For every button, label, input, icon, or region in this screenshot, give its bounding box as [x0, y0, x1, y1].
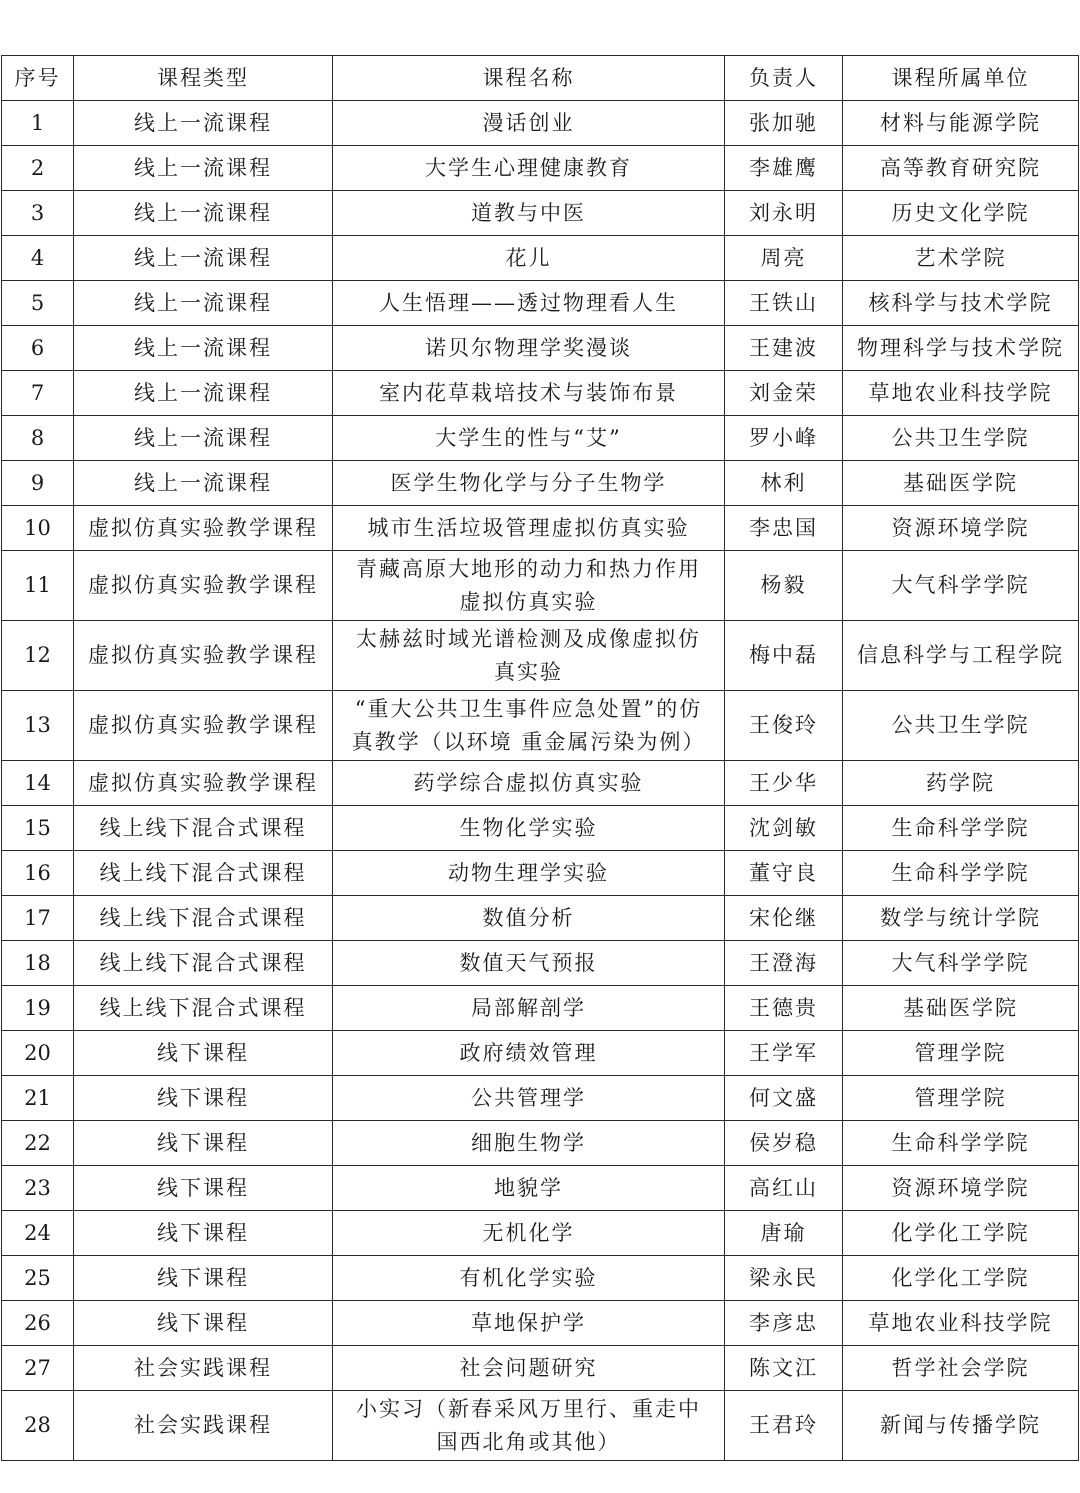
- cell-department: 资源环境学院: [843, 1166, 1079, 1211]
- cell-department: 化学化工学院: [843, 1211, 1079, 1256]
- table-row: [2, 1211, 1079, 1256]
- cell-department: 生命科学学院: [843, 1121, 1079, 1166]
- table-row: [2, 1256, 1079, 1301]
- cell-department: 药学院: [843, 761, 1079, 806]
- cell-index: 8: [2, 416, 74, 461]
- table-row: [2, 1166, 1079, 1211]
- cell-course-name: 道教与中医: [333, 191, 725, 236]
- cell-index: 5: [2, 281, 74, 326]
- cell-instructor: 唐瑜: [725, 1211, 843, 1256]
- cell-index: 4: [2, 236, 74, 281]
- cell-instructor: 李彦忠: [725, 1301, 843, 1346]
- table-row: [2, 1346, 1079, 1391]
- cell-index: 20: [2, 1031, 74, 1076]
- cell-instructor: 何文盛: [725, 1076, 843, 1121]
- cell-course-name: 地貌学: [333, 1166, 725, 1211]
- cell-index: 22: [2, 1121, 74, 1166]
- table-row: [2, 236, 1079, 281]
- cell-instructor: 李忠国: [725, 506, 843, 551]
- cell-index: 14: [2, 761, 74, 806]
- cell-department: 核科学与技术学院: [843, 281, 1079, 326]
- table-row: [2, 1031, 1079, 1076]
- cell-instructor: 李雄鹰: [725, 146, 843, 191]
- cell-course-type: 线上一流课程: [74, 461, 333, 506]
- cell-department: 哲学社会学院: [843, 1346, 1079, 1391]
- cell-department: 材料与能源学院: [843, 101, 1079, 146]
- cell-course-name: 细胞生物学: [333, 1121, 725, 1166]
- cell-index: 6: [2, 326, 74, 371]
- cell-index: 25: [2, 1256, 74, 1301]
- cell-instructor: 林利: [725, 461, 843, 506]
- cell-instructor: 董守良: [725, 851, 843, 896]
- table-row: [2, 1301, 1079, 1346]
- cell-course-name: 数值分析: [333, 896, 725, 941]
- cell-index: 10: [2, 506, 74, 551]
- cell-course-name: 花儿: [333, 236, 725, 281]
- cell-index: 19: [2, 986, 74, 1031]
- cell-index: 1: [2, 101, 74, 146]
- cell-index: 23: [2, 1166, 74, 1211]
- table-row: [2, 851, 1079, 896]
- cell-index: 2: [2, 146, 74, 191]
- header-index: 序号: [2, 56, 74, 101]
- cell-instructor: 王铁山: [725, 281, 843, 326]
- cell-course-type: 线下课程: [74, 1211, 333, 1256]
- table-row: [2, 1076, 1079, 1121]
- cell-course-name: 无机化学: [333, 1211, 725, 1256]
- cell-course-type: 线下课程: [74, 1166, 333, 1211]
- cell-department: 大气科学学院: [843, 551, 1079, 621]
- cell-department: 资源环境学院: [843, 506, 1079, 551]
- cell-index: 28: [2, 1391, 74, 1461]
- cell-course-name: 人生悟理——透过物理看人生: [333, 281, 725, 326]
- cell-department: 物理科学与技术学院: [843, 326, 1079, 371]
- cell-course-type: 线上线下混合式课程: [74, 896, 333, 941]
- cell-instructor: 张加驰: [725, 101, 843, 146]
- cell-course-name: 大学生心理健康教育: [333, 146, 725, 191]
- cell-instructor: 王俊玲: [725, 691, 843, 761]
- header-course-type: 课程类型: [74, 56, 333, 101]
- table-row: [2, 761, 1079, 806]
- cell-course-type: 线下课程: [74, 1121, 333, 1166]
- header-row: [2, 56, 1079, 101]
- cell-department: 大气科学学院: [843, 941, 1079, 986]
- cell-department: 草地农业科技学院: [843, 371, 1079, 416]
- cell-course-name: 数值天气预报: [333, 941, 725, 986]
- table-row: [2, 1391, 1079, 1461]
- cell-index: 12: [2, 621, 74, 691]
- cell-course-name: 医学生物化学与分子生物学: [333, 461, 725, 506]
- table-row: [2, 691, 1079, 761]
- cell-index: 24: [2, 1211, 74, 1256]
- header-instructor: 负责人: [725, 56, 843, 101]
- cell-course-name: 大学生的性与“艾”: [333, 416, 725, 461]
- cell-index: 13: [2, 691, 74, 761]
- cell-course-type: 线上线下混合式课程: [74, 806, 333, 851]
- cell-course-type: 线上一流课程: [74, 146, 333, 191]
- table-row: [2, 191, 1079, 236]
- cell-course-type: 线下课程: [74, 1301, 333, 1346]
- cell-course-type: 线上一流课程: [74, 326, 333, 371]
- cell-instructor: 王少华: [725, 761, 843, 806]
- cell-department: 生命科学学院: [843, 806, 1079, 851]
- cell-department: 化学化工学院: [843, 1256, 1079, 1301]
- cell-course-name: 小实习（新春采风万里行、重走中国西北角或其他）: [333, 1391, 725, 1461]
- cell-department: 历史文化学院: [843, 191, 1079, 236]
- cell-course-name: 漫话创业: [333, 101, 725, 146]
- table-row: [2, 326, 1079, 371]
- cell-instructor: 刘永明: [725, 191, 843, 236]
- table-row: [2, 896, 1079, 941]
- cell-course-name: 动物生理学实验: [333, 851, 725, 896]
- table-row: [2, 461, 1079, 506]
- cell-course-type: 线下课程: [74, 1256, 333, 1301]
- cell-index: 11: [2, 551, 74, 621]
- cell-instructor: 杨毅: [725, 551, 843, 621]
- table-row: [2, 941, 1079, 986]
- cell-department: 数学与统计学院: [843, 896, 1079, 941]
- cell-department: 基础医学院: [843, 986, 1079, 1031]
- cell-course-name: 青藏高原大地形的动力和热力作用虚拟仿真实验: [333, 551, 725, 621]
- cell-course-type: 线下课程: [74, 1076, 333, 1121]
- table-row: [2, 986, 1079, 1031]
- cell-instructor: 高红山: [725, 1166, 843, 1211]
- cell-instructor: 王学军: [725, 1031, 843, 1076]
- cell-course-name: 城市生活垃圾管理虚拟仿真实验: [333, 506, 725, 551]
- cell-instructor: 王建波: [725, 326, 843, 371]
- cell-course-type: 线下课程: [74, 1031, 333, 1076]
- cell-course-type: 线上一流课程: [74, 416, 333, 461]
- cell-instructor: 罗小峰: [725, 416, 843, 461]
- cell-course-type: 社会实践课程: [74, 1346, 333, 1391]
- cell-instructor: 梁永民: [725, 1256, 843, 1301]
- cell-course-name: 药学综合虚拟仿真实验: [333, 761, 725, 806]
- cell-index: 21: [2, 1076, 74, 1121]
- cell-index: 27: [2, 1346, 74, 1391]
- cell-course-name: 政府绩效管理: [333, 1031, 725, 1076]
- cell-index: 18: [2, 941, 74, 986]
- course-table: [1, 55, 1079, 1461]
- table-body: [2, 101, 1079, 1461]
- cell-course-name: 草地保护学: [333, 1301, 725, 1346]
- table-row: [2, 416, 1079, 461]
- table-row: [2, 371, 1079, 416]
- cell-course-type: 虚拟仿真实验教学课程: [74, 551, 333, 621]
- cell-course-type: 线上线下混合式课程: [74, 941, 333, 986]
- cell-index: 26: [2, 1301, 74, 1346]
- cell-course-type: 社会实践课程: [74, 1391, 333, 1461]
- cell-course-type: 线上一流课程: [74, 191, 333, 236]
- cell-course-name: 生物化学实验: [333, 806, 725, 851]
- cell-instructor: 宋伦继: [725, 896, 843, 941]
- cell-instructor: 王君玲: [725, 1391, 843, 1461]
- cell-course-type: 虚拟仿真实验教学课程: [74, 761, 333, 806]
- table-row: [2, 806, 1079, 851]
- cell-index: 3: [2, 191, 74, 236]
- cell-instructor: 王德贵: [725, 986, 843, 1031]
- cell-instructor: 陈文江: [725, 1346, 843, 1391]
- cell-department: 艺术学院: [843, 236, 1079, 281]
- header-department: 课程所属单位: [843, 56, 1079, 101]
- cell-course-type: 线上一流课程: [74, 101, 333, 146]
- cell-index: 17: [2, 896, 74, 941]
- cell-course-type: 虚拟仿真实验教学课程: [74, 621, 333, 691]
- cell-department: 草地农业科技学院: [843, 1301, 1079, 1346]
- cell-department: 高等教育研究院: [843, 146, 1079, 191]
- cell-index: 7: [2, 371, 74, 416]
- cell-instructor: 梅中磊: [725, 621, 843, 691]
- cell-department: 管理学院: [843, 1076, 1079, 1121]
- cell-course-type: 线上一流课程: [74, 281, 333, 326]
- cell-course-name: “重大公共卫生事件应急处置”的仿真教学（以环境 重金属污染为例）: [333, 691, 725, 761]
- cell-instructor: 王澄海: [725, 941, 843, 986]
- table-row: [2, 621, 1079, 691]
- cell-course-type: 线上线下混合式课程: [74, 986, 333, 1031]
- cell-index: 16: [2, 851, 74, 896]
- cell-department: 新闻与传播学院: [843, 1391, 1079, 1461]
- cell-course-name: 诺贝尔物理学奖漫谈: [333, 326, 725, 371]
- cell-course-type: 虚拟仿真实验教学课程: [74, 506, 333, 551]
- cell-course-name: 社会问题研究: [333, 1346, 725, 1391]
- cell-course-name: 室内花草栽培技术与装饰布景: [333, 371, 725, 416]
- cell-instructor: 刘金荣: [725, 371, 843, 416]
- table-row: [2, 101, 1079, 146]
- cell-course-name: 有机化学实验: [333, 1256, 725, 1301]
- cell-index: 9: [2, 461, 74, 506]
- cell-department: 信息科学与工程学院: [843, 621, 1079, 691]
- cell-index: 15: [2, 806, 74, 851]
- cell-course-name: 局部解剖学: [333, 986, 725, 1031]
- cell-course-name: 太赫兹时域光谱检测及成像虚拟仿真实验: [333, 621, 725, 691]
- cell-course-type: 线上线下混合式课程: [74, 851, 333, 896]
- cell-course-type: 虚拟仿真实验教学课程: [74, 691, 333, 761]
- table-row: [2, 1121, 1079, 1166]
- header-course-name: 课程名称: [333, 56, 725, 101]
- table-row: [2, 281, 1079, 326]
- table-header: [2, 56, 1079, 101]
- cell-department: 基础医学院: [843, 461, 1079, 506]
- cell-course-type: 线上一流课程: [74, 371, 333, 416]
- cell-department: 管理学院: [843, 1031, 1079, 1076]
- cell-instructor: 沈剑敏: [725, 806, 843, 851]
- table-row: [2, 506, 1079, 551]
- table-row: [2, 551, 1079, 621]
- table-row: [2, 146, 1079, 191]
- cell-course-name: 公共管理学: [333, 1076, 725, 1121]
- cell-course-type: 线上一流课程: [74, 236, 333, 281]
- cell-instructor: 周亮: [725, 236, 843, 281]
- cell-department: 公共卫生学院: [843, 691, 1079, 761]
- cell-department: 生命科学学院: [843, 851, 1079, 896]
- cell-department: 公共卫生学院: [843, 416, 1079, 461]
- cell-instructor: 侯岁稳: [725, 1121, 843, 1166]
